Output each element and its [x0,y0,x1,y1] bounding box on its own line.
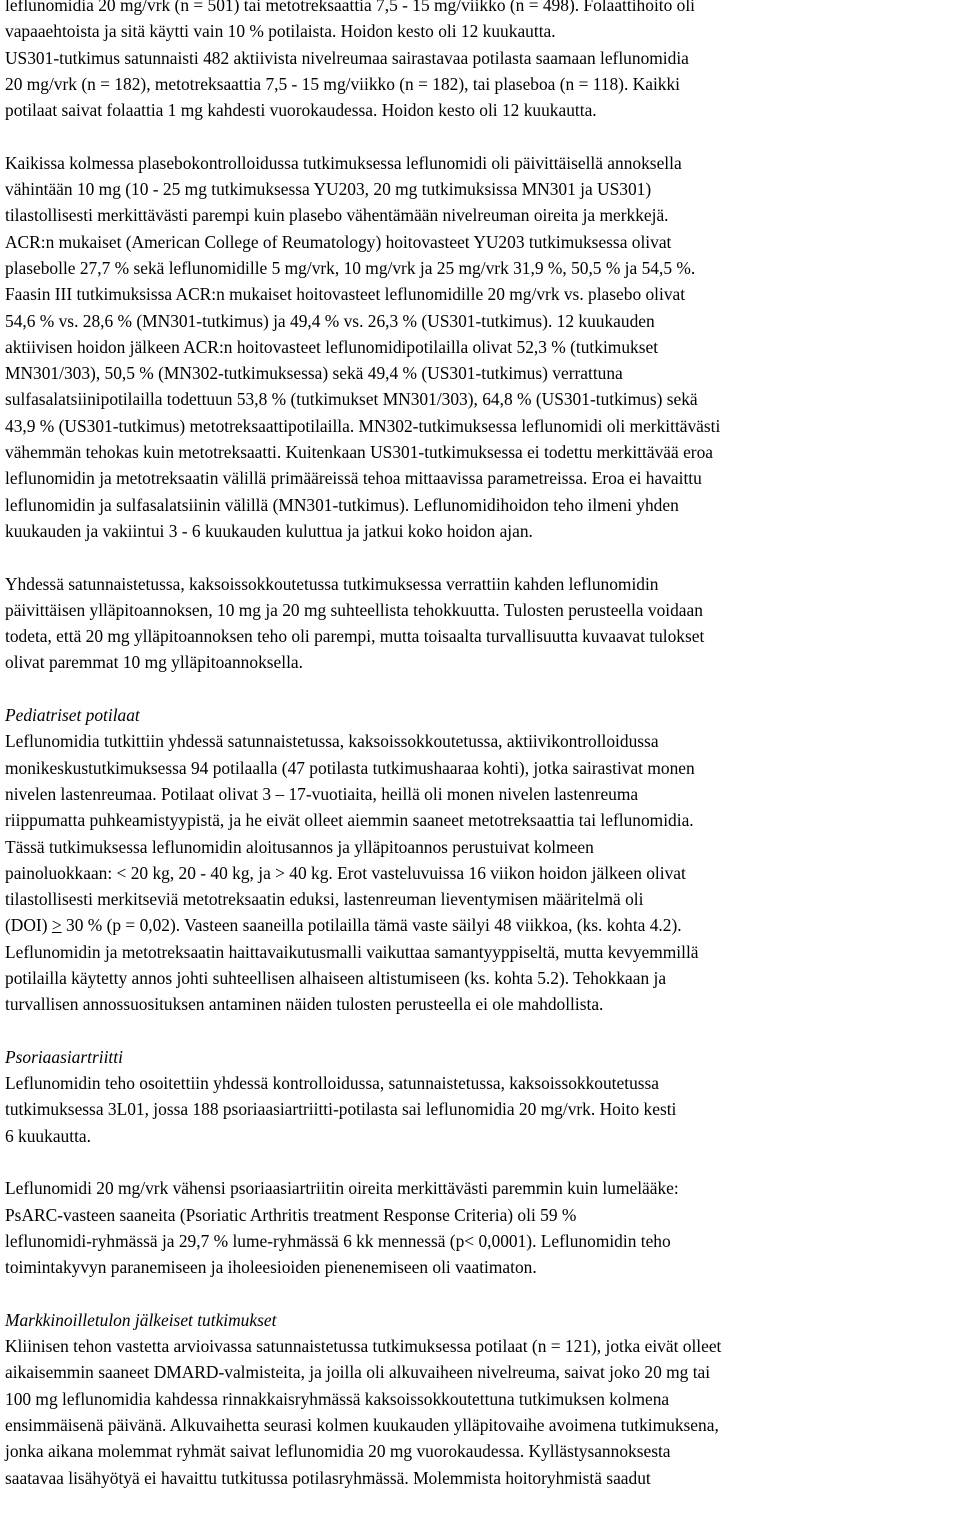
text-line: aikaisemmin saaneet DMARD-valmisteita, ja joilla oli alkuvaiheen nivelreuma, saivat joko 20 mg tai [5,1362,711,1383]
text-line: riippumatta puhkeamistyypistä, ja he eivät olleet aiemmin saaneet metotreksaattia tai leflunomidia. [5,810,694,831]
text-line: Yhdessä satunnaistetussa, kaksoissokkoutetussa tutkimuksessa verrattiin kahden leflunomidin [5,573,659,594]
text-line: potilailla käytetty annos johti suhteellisen alhaiseen altistumiseen (ks. kohta 5.2). Tehokkaan ja [5,967,667,988]
text-line: Leflunomidin ja metotreksaatin haittavaikutusmalli vaikuttaa samantyyppiseltä, mutta kevyemmillä [5,941,699,962]
text-line: leflunomidin ja metotreksaatin välillä primääreissä tehoa mittaavissa parametreissa. Eroa ei havaittu [5,468,702,489]
text-line: olivat paremmat 10 mg ylläpitoannoksella. [5,652,303,673]
postmarketing-section [5,1307,960,1491]
text-line: sulfasalatsiinipotilailla todettuun 53,8 % (tutkimukset MN301/303), 64,8 % (US301-tutkimus) sekä [5,389,698,410]
paragraph-gap [5,1281,960,1307]
text-line: ACR:n mukaiset (American College of Reumatology) hoitovasteet YU203 tutkimuksessa olivat [5,231,672,252]
text-line: toimintakyvyn paranemiseen ja iholeesioiden pienenemiseen oli vaatimaton. [5,1257,537,1278]
text-line: todeta, että 20 mg ylläpitoannoksen teho oli parempi, mutta toisaalta turvallisuutta kuvaavat tulokset [5,626,705,647]
text-line: Leflunomidia tutkittiin yhdessä satunnaistetussa, kaksoissokkoutetussa, aktiivikontrolloidussa [5,731,659,752]
text-line: päivittäisen ylläpitoannoksen, 10 mg ja 20 mg suhteellista tehokkuutta. Tulosten perusteella voidaan [5,599,703,620]
text-line: vapaaehtoista ja sitä käytti vain 10 % potilaista. Hoidon kesto oli 12 kuukautta. [5,21,556,42]
study-design-paragraph [5,0,960,123]
pediatric-heading: Pediatriset potilaat [5,705,140,726]
doi-prefix: (DOI) [5,915,52,936]
doi-suffix: 30 % (p = 0,02). Vasteen saaneilla potilailla tämä vaste säilyi 48 viikkoa, (ks. kohta 4.2). [61,915,682,936]
efficacy-paragraph [5,150,960,544]
text-line: Faasin III tutkimuksissa ACR:n mukaiset hoitovasteet leflunomidille 20 mg/vrk vs. plasebo olivat [5,284,686,305]
paragraph-gap [5,676,960,702]
text-line: US301-tutkimus satunnaisti 482 aktiivista nivelreumaa sairastavaa potilasta saamaan leflunomidia [5,47,689,68]
text-line: 20 mg/vrk (n = 182), metotreksaattia 7,5 - 15 mg/viikko (n = 182), tai plaseboa (n = 118). Kaikki [5,73,680,94]
text-line: leflunomidi-ryhmässä ja 29,7 % lume-ryhmässä 6 kk mennessä (p< 0,0001). Leflunomidin teho [5,1230,671,1251]
text-line: aktiivisen hoidon jälkeen ACR:n hoitovasteet leflunomidipotilailla olivat 52,3 % (tutkimukset [5,336,659,357]
psoriatic-results-paragraph [5,1175,960,1280]
text-line: tutkimuksessa 3L01, jossa 188 psoriaasiartriitti-potilasta sai leflunomidia 20 mg/vrk. Hoito kesti [5,1099,677,1120]
text-line: tilastollisesti merkitseviä metotreksaatin eduksi, lastenreuman lieventymisen määritelmä oli [5,889,644,910]
text-line: Leflunomidi 20 mg/vrk vähensi psoriaasiartriitin oireita merkittävästi paremmin kuin lumelääke: [5,1178,679,1199]
greater-equal-symbol: > [51,915,62,936]
text-line: saatavaa lisähyötyä ei havaittu tutkitussa potilasryhmässä. Molemmista hoitoryhmistä saadut [5,1467,651,1488]
text-line: kuukauden ja vakiintui 3 - 6 kuukauden kuluttua ja jatkui koko hoidon ajan. [5,520,533,541]
text-line: plasebolle 27,7 % sekä leflunomidille 5 mg/vrk, 10 mg/vrk ja 25 mg/vrk 31,9 %, 50,5 % ja 54,5 %. [5,257,696,278]
psoriatic-heading: Psoriaasiartriitti [5,1046,123,1067]
text-line: ensimmäisenä päivänä. Alkuvaihetta seurasi kolmen kuukauden ylläpitovaihe avoimena tutkimuksena, [5,1415,719,1436]
text-line: Tässä tutkimuksessa leflunomidin aloitusannos ja ylläpitoannos perustuivat kolmeen [5,836,594,857]
paragraph-gap [5,123,960,149]
paragraph-gap [5,544,960,570]
text-line: nivelen lastenreumaa. Potilaat olivat 3 – 17-vuotiaita, heillä oli monen nivelen lastenreuma [5,783,639,804]
maintenance-dose-paragraph [5,571,960,676]
text-line: monikeskustutkimuksessa 94 potilaalla (47 potilasta tutkimushaaraa kohti), jotka sairastivat monen [5,757,695,778]
text-line: leflunomidia 20 mg/vrk (n = 501) tai metotreksaattia 7,5 - 15 mg/viikko (n = 498). Folaattihoito oli [5,0,696,15]
text-line: vähemmän tehokas kuin metotreksaatti. Kuitenkaan US301-tutkimuksessa ei todettu merkittävää eroa [5,442,713,463]
paragraph-gap [5,1149,960,1175]
text-line: painoluokkaan: < 20 kg, 20 - 40 kg, ja > 40 kg. Erot vasteluvuissa 16 viikon hoidon jälkeen olivat [5,862,686,883]
text-line: 43,9 % (US301-tutkimus) metotreksaattipotilailla. MN302-tutkimuksessa leflunomidi oli merkittävästi [5,415,721,436]
text-line: Leflunomidin teho osoitettiin yhdessä kontrolloidussa, satunnaistetussa, kaksoissokkoutetussa [5,1073,660,1094]
text-line: vähintään 10 mg (10 - 25 mg tutkimuksessa YU203, 20 mg tutkimuksissa MN301 ja US301) [5,179,652,200]
doi-line [5,912,960,938]
text-line: jonka aikana molemmat ryhmät saivat leflunomidia 20 mg vuorokaudessa. Kyllästysannoksesta [5,1441,671,1462]
text-line: 100 mg leflunomidia kahdessa rinnakkaisryhmässä kaksoissokkoutettuna tutkimuksen kolmena [5,1388,670,1409]
text-line: MN301/303), 50,5 % (MN302-tutkimuksessa) sekä 49,4 % (US301-tutkimus) verrattuna [5,363,623,384]
paragraph-gap [5,1018,960,1044]
pediatric-section [5,702,960,1018]
text-line: turvallisen annossuosituksen antaminen näiden tulosten perusteella ei ole mahdollista. [5,994,604,1015]
text-line: PsARC-vasteen saaneita (Psoriatic Arthritis treatment Response Criteria) oli 59 % [5,1204,577,1225]
text-line: Kaikissa kolmessa plasebokontrolloidussa tutkimuksessa leflunomidi oli päivittäisellä annoksella [5,152,682,173]
text-line: potilaat saivat folaattia 1 mg kahdesti vuorokaudessa. Hoidon kesto oli 12 kuukautta. [5,100,597,121]
psoriatic-section [5,1044,960,1149]
text-line: 54,6 % vs. 28,6 % (MN301-tutkimus) ja 49,4 % vs. 26,3 % (US301-tutkimus). 12 kuukauden [5,310,655,331]
postmarketing-heading: Markkinoilletulon jälkeiset tutkimukset [5,1309,277,1330]
text-line: leflunomidin ja sulfasalatsiinin välillä (MN301-tutkimus). Leflunomidihoidon teho ilmeni yhden [5,494,679,515]
document-page [5,0,960,1491]
text-line: 6 kuukautta. [5,1125,91,1146]
text-line: tilastollisesti merkittävästi parempi kuin plasebo vähentämään nivelreuman oireita ja merkkejä. [5,205,669,226]
text-line: Kliinisen tehon vastetta arvioivassa satunnaistetussa tutkimuksessa potilaat (n = 121), jotka eivät olleet [5,1336,722,1357]
